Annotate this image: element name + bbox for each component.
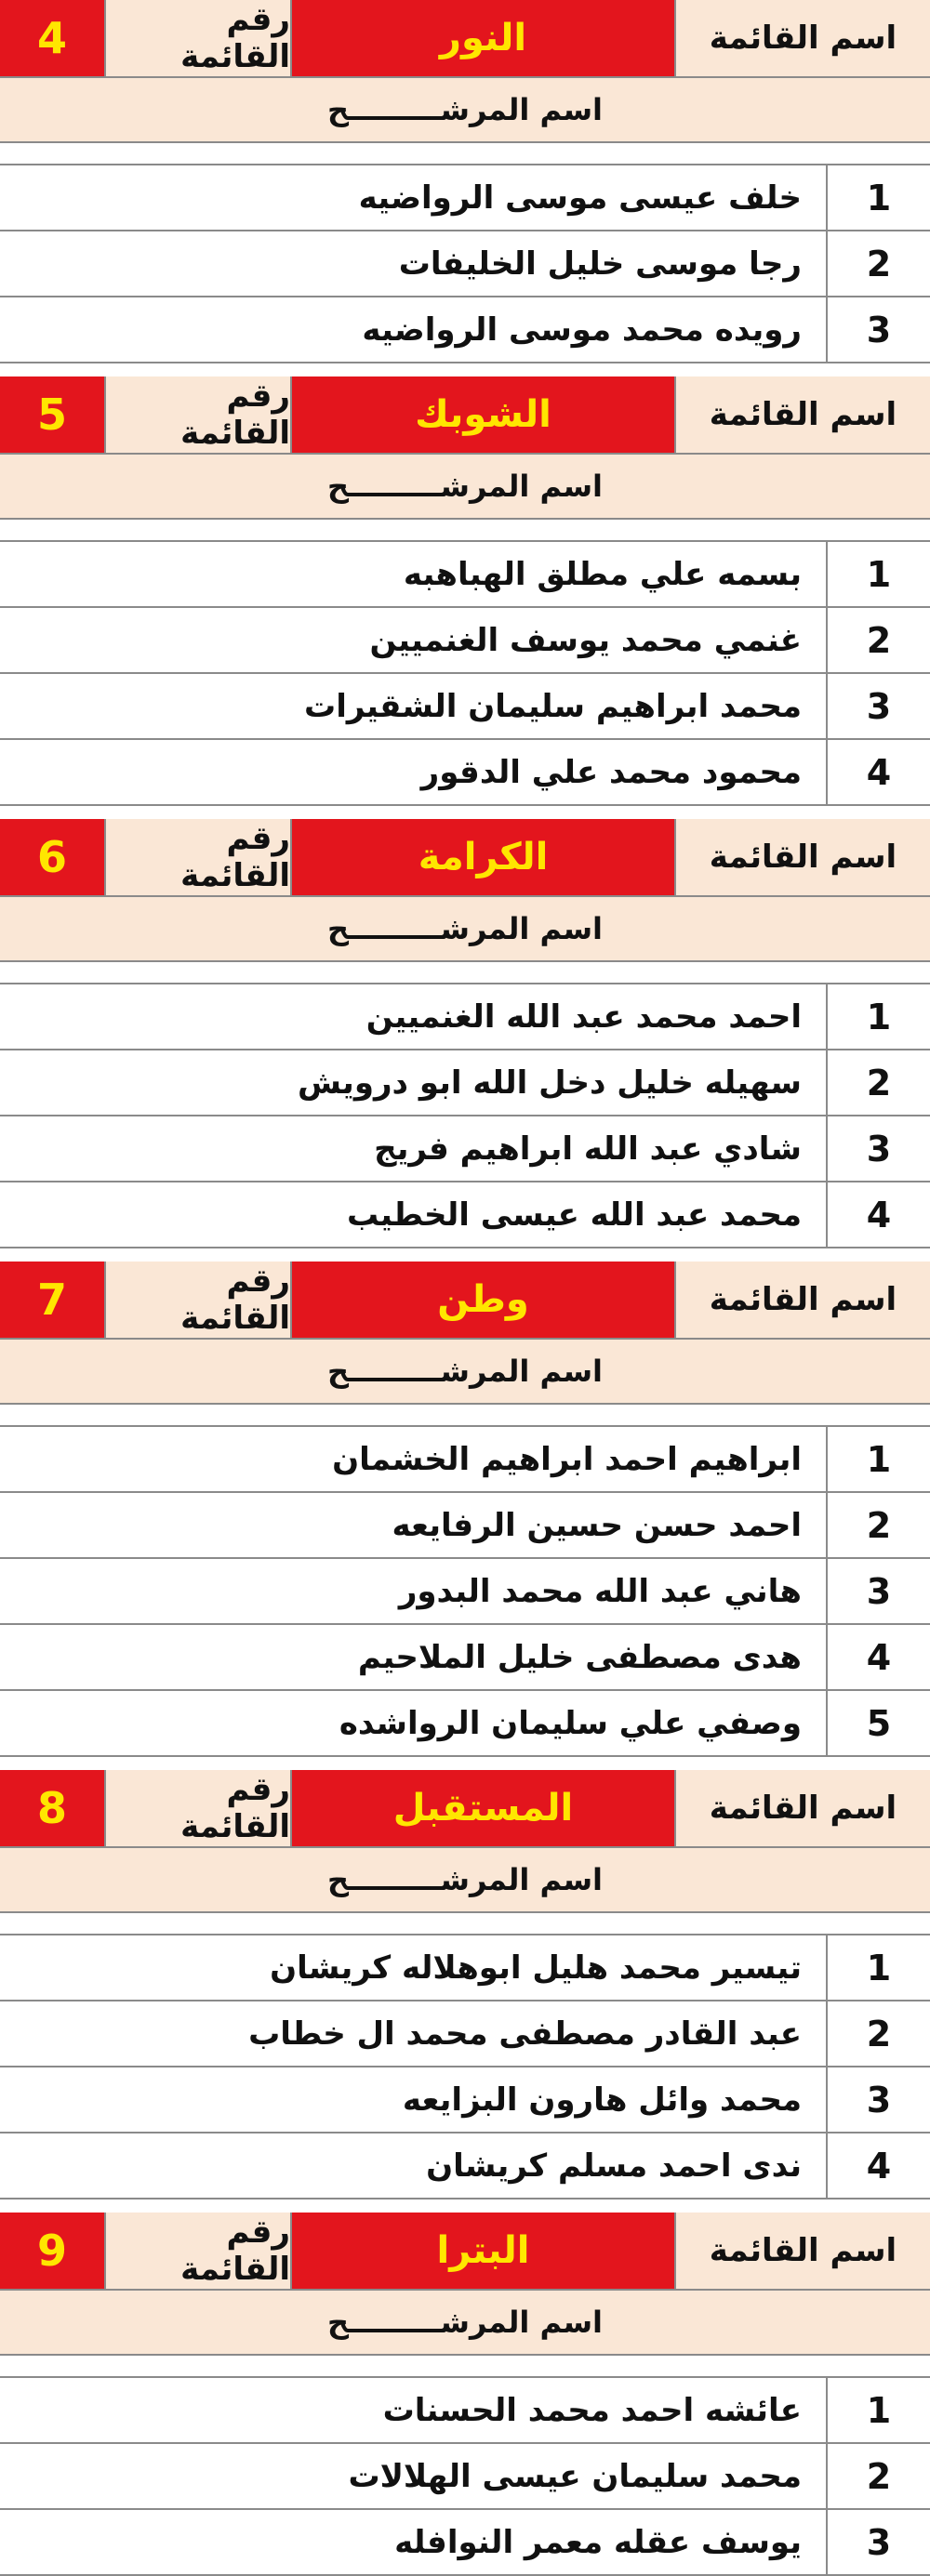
list-name-label: اسم القائمة	[674, 0, 930, 76]
candidate-rows	[0, 165, 930, 362]
candidate-name: ابراهيم احمد ابراهيم الخشمان	[332, 1440, 802, 1478]
candidate-name: سهيله خليل دخل الله ابو درويش	[298, 1063, 802, 1102]
table-row	[0, 674, 930, 740]
list-number: 8	[0, 1770, 104, 1846]
list-name: النور	[290, 0, 674, 76]
candidate-name: محمد ابراهيم سليمان الشقيرات	[304, 687, 802, 725]
candidate-name: يوسف عقله معمر النوافله	[394, 2523, 802, 2561]
list-number-label: رقم القائمة	[104, 1262, 290, 1338]
list-name: المستقبل	[290, 1770, 674, 1846]
table-row	[0, 2444, 930, 2510]
candidate-name: تيسير محمد هليل ابوهلاله كريشان	[270, 1949, 802, 1987]
candidate-rows	[0, 2378, 930, 2574]
table-row	[0, 1050, 930, 1116]
header-spacer	[0, 143, 930, 165]
candidate-name: ندى احمد مسلم كريشان	[426, 2147, 802, 2185]
header-spacer	[0, 520, 930, 542]
list-header	[0, 376, 930, 455]
candidate-index: 4	[826, 1625, 930, 1689]
candidate-index: 2	[826, 2444, 930, 2508]
candidate-name: غنمي محمد يوسف الغنميين	[369, 621, 802, 659]
candidate-name: عائشه احمد محمد الحسنات	[382, 2391, 802, 2429]
list-name: البترا	[290, 2213, 674, 2289]
table-row	[0, 2133, 930, 2198]
list-block	[0, 1262, 930, 1757]
list-header	[0, 1262, 930, 1340]
header-spacer	[0, 2356, 930, 2378]
list-number-label: رقم القائمة	[104, 0, 290, 76]
list-number: 5	[0, 376, 104, 453]
candidate-name: هدى مصطفى خليل الملاحيم	[357, 1638, 802, 1676]
candidate-index: 1	[826, 1935, 930, 2000]
candidate-name: رويده محمد موسى الرواضيه	[362, 310, 802, 349]
header-spacer	[0, 1913, 930, 1935]
candidate-name: رجا موسى خليل الخليفات	[398, 244, 802, 283]
candidate-rows	[0, 1427, 930, 1755]
candidate-index: 4	[826, 2133, 930, 2198]
candidate-index: 3	[826, 1116, 930, 1181]
header-spacer	[0, 962, 930, 984]
list-header	[0, 1770, 930, 1848]
candidate-name-header: اسم المرشـــــــــح	[0, 78, 930, 143]
table-row	[0, 2378, 930, 2444]
candidate-name-header: اسم المرشـــــــــح	[0, 1340, 930, 1405]
candidate-name-header: اسم المرشـــــــــح	[0, 2291, 930, 2356]
candidate-index: 3	[826, 297, 930, 362]
list-name-label: اسم القائمة	[674, 1262, 930, 1338]
candidate-index: 1	[826, 984, 930, 1049]
list-number-label: رقم القائمة	[104, 819, 290, 895]
table-row	[0, 1116, 930, 1182]
table-row	[0, 2510, 930, 2574]
candidate-name: محمد سليمان عيسى الهلالات	[348, 2457, 802, 2495]
list-name: الشوبك	[290, 376, 674, 453]
candidate-index: 3	[826, 2510, 930, 2574]
candidate-name: شادي عبد الله ابراهيم فريج	[374, 1129, 802, 1168]
list-name: وطن	[290, 1262, 674, 1338]
candidate-name: وصفي علي سليمان الرواشده	[339, 1704, 802, 1742]
table-row	[0, 1182, 930, 1247]
candidate-index: 5	[826, 1691, 930, 1755]
table-row	[0, 1559, 930, 1625]
list-number: 4	[0, 0, 104, 76]
candidate-name: محمد عبد الله عيسى الخطيب	[346, 1196, 802, 1234]
table-row	[0, 1935, 930, 2001]
candidate-index: 4	[826, 1182, 930, 1247]
candidate-index: 3	[826, 2067, 930, 2132]
candidate-name: محمد وائل هارون البزايعه	[402, 2081, 802, 2119]
list-block	[0, 0, 930, 363]
candidate-index: 4	[826, 740, 930, 804]
list-block	[0, 1770, 930, 2200]
table-row	[0, 608, 930, 674]
list-block	[0, 2213, 930, 2576]
table-row	[0, 1427, 930, 1493]
candidate-index: 1	[826, 165, 930, 230]
candidate-index: 2	[826, 1050, 930, 1115]
candidate-name: بسمه علي مطلق الهباهبه	[403, 555, 802, 593]
candidate-index: 3	[826, 674, 930, 738]
candidate-index: 1	[826, 2378, 930, 2442]
candidate-name: هاني عبد الله محمد البدور	[398, 1572, 802, 1610]
list-number-label: رقم القائمة	[104, 2213, 290, 2289]
table-row	[0, 1625, 930, 1691]
candidate-index: 2	[826, 231, 930, 296]
list-name-label: اسم القائمة	[674, 2213, 930, 2289]
table-row	[0, 1493, 930, 1559]
list-number-label: رقم القائمة	[104, 1770, 290, 1846]
list-name-label: اسم القائمة	[674, 376, 930, 453]
list-header	[0, 2213, 930, 2291]
list-number-label: رقم القائمة	[104, 376, 290, 453]
table-row	[0, 231, 930, 297]
candidate-name: محمود محمد علي الدقور	[420, 753, 802, 791]
candidate-name: خلف عيسى موسى الرواضيه	[358, 178, 802, 217]
list-block	[0, 376, 930, 806]
list-header	[0, 0, 930, 78]
table-row	[0, 740, 930, 804]
candidate-rows	[0, 1935, 930, 2198]
table-row	[0, 542, 930, 608]
candidate-index: 2	[826, 2001, 930, 2066]
list-block	[0, 819, 930, 1248]
list-number: 7	[0, 1262, 104, 1338]
candidate-index: 1	[826, 542, 930, 606]
candidate-index: 1	[826, 1427, 930, 1491]
table-row	[0, 297, 930, 362]
list-name: الكرامة	[290, 819, 674, 895]
table-row	[0, 1691, 930, 1755]
candidate-index: 2	[826, 608, 930, 672]
candidate-name: احمد حسن حسين الرفايعه	[392, 1506, 802, 1544]
candidate-rows	[0, 542, 930, 804]
list-header	[0, 819, 930, 897]
table-row	[0, 2001, 930, 2067]
list-number: 6	[0, 819, 104, 895]
candidate-name-header: اسم المرشـــــــــح	[0, 897, 930, 962]
table-row	[0, 165, 930, 231]
header-spacer	[0, 1405, 930, 1427]
table-row	[0, 984, 930, 1050]
list-number: 9	[0, 2213, 104, 2289]
candidate-name-header: اسم المرشـــــــــح	[0, 455, 930, 520]
table-row	[0, 2067, 930, 2133]
list-name-label: اسم القائمة	[674, 819, 930, 895]
candidate-index: 2	[826, 1493, 930, 1557]
candidate-name-header: اسم المرشـــــــــح	[0, 1848, 930, 1913]
list-name-label: اسم القائمة	[674, 1770, 930, 1846]
candidate-index: 3	[826, 1559, 930, 1623]
candidate-rows	[0, 984, 930, 1247]
candidate-name: عبد القادر مصطفى محمد ال خطاب	[248, 2015, 802, 2053]
candidate-name: احمد محمد عبد الله الغنميين	[365, 997, 802, 1036]
